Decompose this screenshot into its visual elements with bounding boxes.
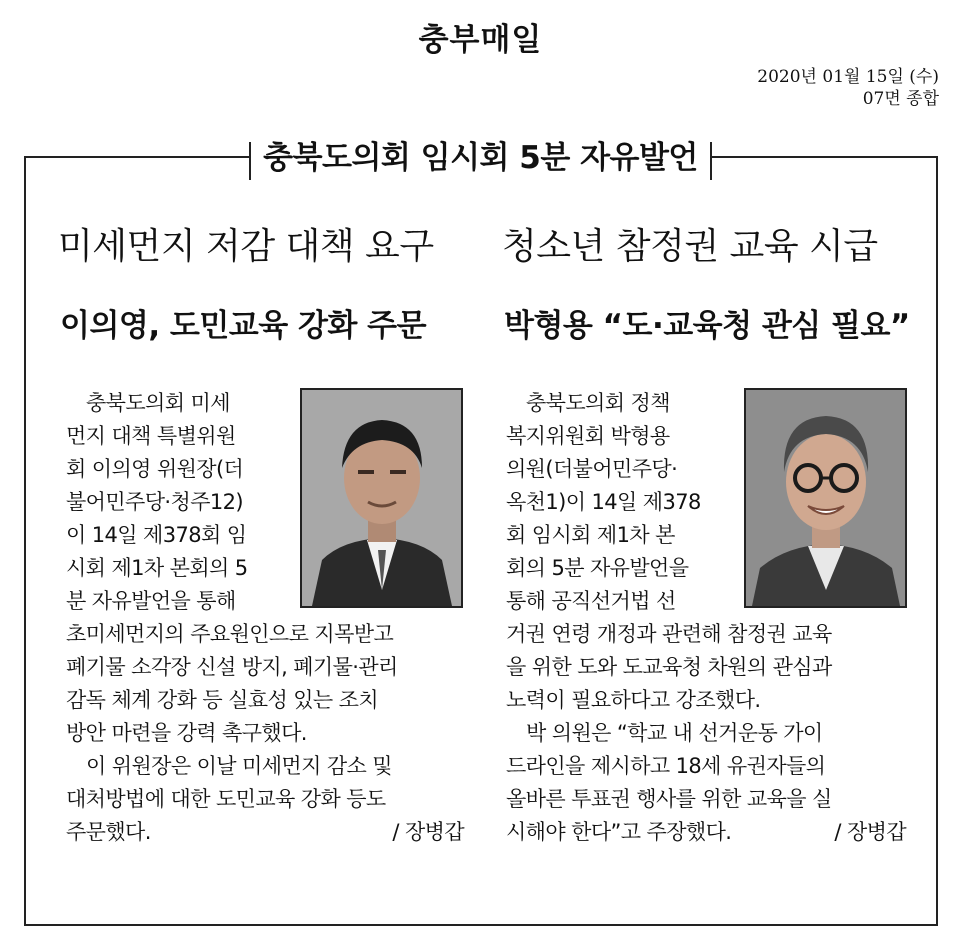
text-line: 방안 마련을 강력 촉구했다. <box>66 721 307 745</box>
section-banner <box>0 138 961 178</box>
text-line: 회 이의영 위원장(더 <box>66 457 244 481</box>
right-byline: / 장병갑 <box>834 820 906 844</box>
logo-text: 충부매일 <box>418 22 543 58</box>
text-line: 복지위원회 박형용 <box>506 424 670 448</box>
text-line: 시해야 한다”고 주장했다. / 장병갑 <box>506 816 906 849</box>
text-line: 회 임시회 제1차 본 <box>506 523 675 547</box>
date-line: 2020년 01월 15일 (수) <box>757 67 939 87</box>
text-line: 올바른 투표권 행사를 위한 교육을 실 <box>506 787 832 811</box>
person-portrait-icon <box>746 390 905 606</box>
text-line: 박 의원은 “학교 내 선거운동 가이 <box>526 721 823 745</box>
text-line: 불어민주당·청주12) <box>66 490 243 514</box>
person-portrait-icon <box>302 390 461 606</box>
text-line: 충북도의회 정책 <box>526 391 670 415</box>
text-line: 초미세먼지의 주요원인으로 지목받고 <box>66 622 394 646</box>
text-line: 감독 체계 강화 등 실효성 있는 조치 <box>66 688 379 712</box>
banner-title: 충북도의회 임시회 5분 자유발언 <box>249 138 712 178</box>
text-line: 의원(더불어민주당· <box>506 457 678 481</box>
text-line: 통해 공직선거법 선 <box>506 589 676 613</box>
left-subhead: 이의영, 도민교육 강화 주문 <box>60 308 427 344</box>
publication-meta <box>757 66 939 110</box>
text-line: 대처방법에 대한 도민교육 강화 등도 <box>66 787 386 811</box>
text-line: 충북도의회 미세 <box>86 391 230 415</box>
left-byline: / 장병갑 <box>392 820 464 844</box>
text-line: 드라인을 제시하고 18세 유권자들의 <box>506 754 826 778</box>
text-line: 시회 제1차 본회의 5 <box>66 556 248 580</box>
text-line: 주문했다. / 장병갑 <box>66 816 464 849</box>
text-line: 먼지 대책 특별위원 <box>66 424 236 448</box>
text-line: 거권 연령 개정과 관련해 참정권 교육 <box>506 622 832 646</box>
left-body-top <box>66 387 273 618</box>
left-portrait-photo <box>300 388 463 608</box>
text-line: 노력이 필요하다고 강조했다. <box>506 688 761 712</box>
left-body-bottom <box>66 618 464 849</box>
text-line: 이 14일 제378회 임 <box>66 523 247 547</box>
left-headline: 미세먼지 저감 대책 요구 <box>58 226 434 267</box>
right-body-top <box>506 387 718 618</box>
newspaper-logo <box>0 14 961 59</box>
text-line: 이 위원장은 이날 미세먼지 감소 및 <box>86 754 392 778</box>
page-line: 07면 종합 <box>862 89 939 109</box>
text-line: 폐기물 소각장 신설 방지, 폐기물·관리 <box>66 655 398 679</box>
text-line: 옥천1)이 14일 제378 <box>506 490 701 514</box>
right-body-bottom <box>506 618 906 849</box>
text-line: 분 자유발언을 통해 <box>66 589 236 613</box>
right-portrait-photo <box>744 388 907 608</box>
right-headline: 청소년 참정권 교육 시급 <box>502 226 878 267</box>
text-line: 회의 5분 자유발언을 <box>506 556 689 580</box>
text-line: 을 위한 도와 도교육청 차원의 관심과 <box>506 655 832 679</box>
right-subhead: 박형용 “도·교육청 관심 필요” <box>504 308 910 344</box>
